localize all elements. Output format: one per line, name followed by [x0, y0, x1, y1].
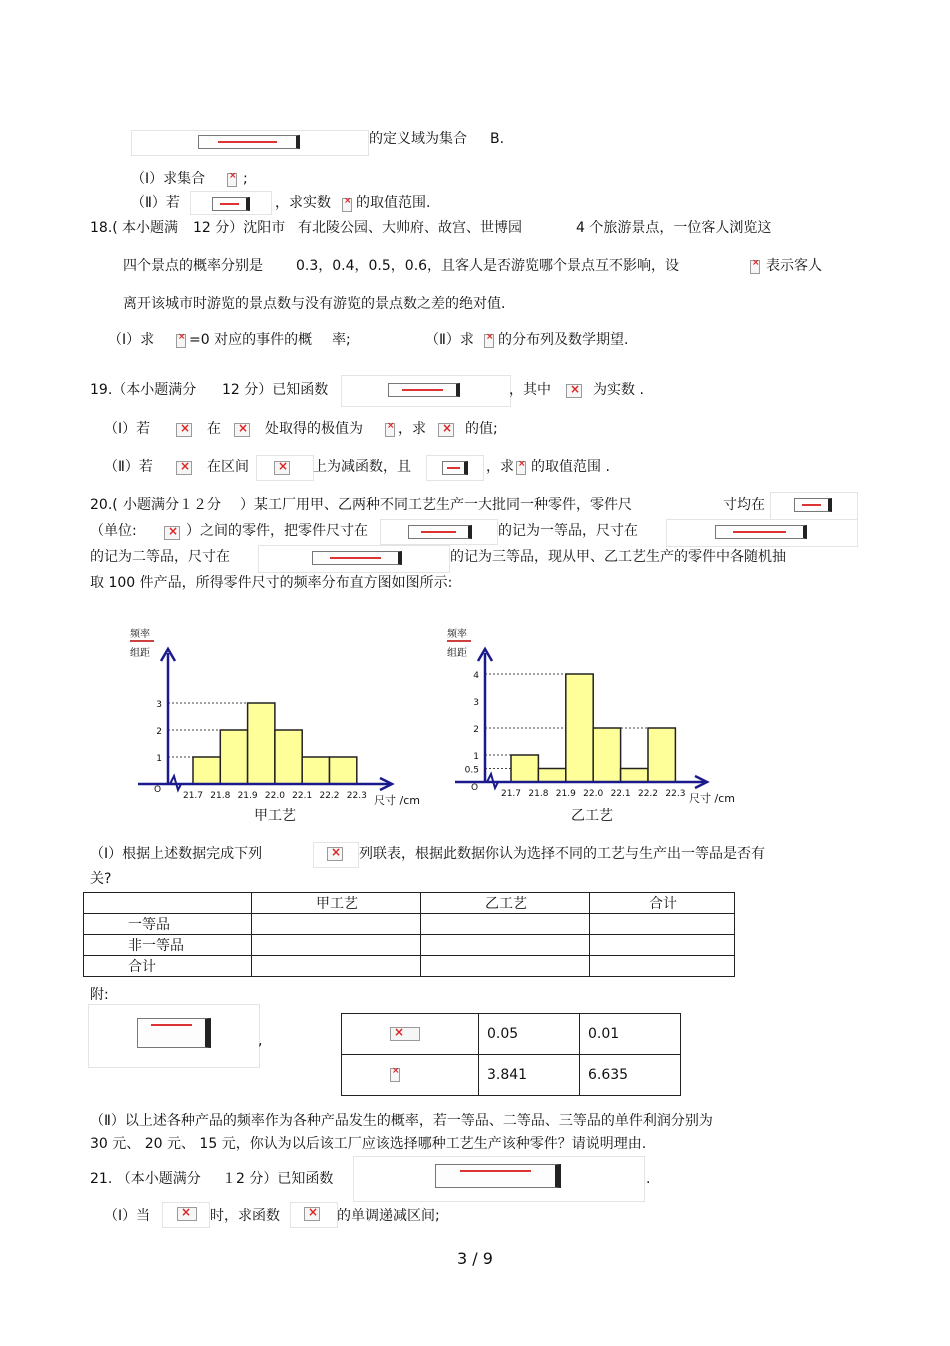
histogram-bar — [538, 769, 565, 783]
broken-image-icon — [516, 461, 526, 475]
x-tick-label: 22.0 — [583, 789, 604, 799]
broken-image-icon — [177, 1207, 197, 1221]
y-tick-label: 3 — [156, 700, 162, 710]
table-cell — [590, 935, 735, 956]
histogram-bar — [248, 703, 275, 784]
y-tick-label: 1 — [473, 752, 479, 762]
broken-image-icon — [227, 173, 237, 187]
q20-text: 小题满分１２分 — [123, 497, 221, 513]
broken-formula-image — [435, 1164, 561, 1188]
broken-image-icon — [342, 198, 352, 212]
y-tick-label: 3 — [473, 698, 479, 708]
q18-text: 有北陵公园、大帅府、故宫、世博园 — [298, 220, 522, 236]
appendix-label: 附: — [90, 987, 109, 1003]
contingency-table — [83, 892, 735, 977]
y-axis-label-bottom: 组距 — [447, 648, 467, 659]
table-cell: 0.05 — [479, 1014, 580, 1055]
q18-text: 离开该城市时游览的景点数与没有游览的景点数之差的绝对值. — [123, 296, 506, 312]
histogram-bar — [302, 757, 329, 784]
broken-image-icon — [274, 461, 290, 475]
broken-image-icon — [484, 334, 494, 348]
q19-text: 的取值范围 . — [531, 459, 610, 475]
q20-text: 寸均在 — [723, 497, 765, 513]
table-cell — [252, 935, 421, 956]
q18-text: 率; — [332, 332, 351, 348]
broken-formula-image — [212, 197, 250, 211]
x-tick-label: 22.3 — [346, 791, 367, 801]
broken-image-icon — [234, 423, 250, 437]
broken-formula-image — [312, 551, 402, 565]
q20-text: 的记为二等品，尺寸在 — [90, 549, 230, 565]
broken-formula-image — [715, 525, 807, 539]
table-header-cell: 甲工艺 — [252, 893, 421, 914]
q21-number: 21. （本小题满分 — [90, 1171, 201, 1187]
histogram-bar — [621, 769, 648, 783]
y-axis-label-top: 频率 — [447, 629, 467, 640]
table-cell — [252, 956, 421, 977]
y-tick-label: 1 — [156, 754, 162, 764]
q19-text: 为实数 . — [593, 382, 644, 398]
q17-part2-label: （Ⅱ）若 — [131, 195, 180, 211]
q21-text: . — [646, 1171, 651, 1187]
q18-text: 0.3，0.4，0.5，0.6，且客人是否游览哪个景点互不影响，设 — [296, 258, 680, 274]
q20-text: ）之间的零件，把零件尺寸在 — [186, 523, 368, 539]
q21-text: 时，求函数 — [210, 1208, 280, 1224]
x-tick-label: 22.2 — [637, 789, 659, 799]
q17-text: 的取值范围. — [356, 195, 431, 211]
broken-formula-image — [198, 135, 300, 149]
page-number: 3 / 9 — [457, 1249, 493, 1268]
histogram-bar — [220, 730, 247, 784]
q20-part1-label: （Ⅰ）根据上述数据完成下列 — [90, 846, 263, 862]
q21-part1-label: （Ⅰ）当 — [104, 1208, 151, 1224]
table-cell — [421, 914, 590, 935]
q18-text: 四个景点的概率分别是 — [123, 258, 263, 274]
q20-part2-text: 30 元、 20 元、 15 元，你认为以后该工厂应该选择哪种工艺生产该种零件？请说明理由. — [90, 1136, 647, 1152]
broken-formula-image — [442, 461, 468, 475]
broken-image-icon — [327, 847, 343, 861]
broken-formula-image — [408, 525, 472, 539]
histogram-yi — [440, 625, 750, 830]
q19-part2-label: （Ⅱ）若 — [104, 459, 153, 475]
table-row-label: 合计 — [84, 956, 252, 977]
histogram-bar — [275, 730, 302, 784]
q21-text: 的单调递减区间; — [337, 1208, 440, 1224]
y-tick-label: 0.5 — [464, 765, 479, 776]
x-tick-label: 22.2 — [319, 791, 340, 801]
table-row — [342, 1014, 681, 1055]
q19-part1-label: （Ⅰ）若 — [104, 421, 151, 437]
table-cell: 3.841 — [479, 1055, 580, 1096]
y-axis-label-top: 频率 — [130, 629, 150, 640]
histogram-jia — [125, 625, 425, 830]
origin-label: O — [154, 785, 162, 795]
broken-image-icon — [304, 1207, 320, 1221]
x-tick-label: 21.7 — [500, 789, 522, 799]
histogram-bar — [648, 728, 675, 782]
y-tick-label: 2 — [473, 725, 479, 735]
table-header-cell: 乙工艺 — [421, 893, 590, 914]
x-tick-label: 21.9 — [237, 791, 258, 801]
chart-title: 甲工艺 — [254, 808, 296, 824]
q17-text: 的定义域为集合 — [369, 131, 467, 147]
table-cell: 0.01 — [580, 1014, 681, 1055]
q19-text: 在区间 — [207, 459, 249, 475]
x-tick-label: 22.1 — [292, 791, 313, 801]
table-cell — [342, 1014, 479, 1055]
broken-image-icon — [750, 260, 760, 274]
broken-image-icon — [438, 423, 454, 437]
x-axis-label: 尺寸 /cm — [374, 794, 420, 807]
broken-image-icon — [566, 384, 582, 398]
table-header-row — [84, 893, 735, 914]
broken-image-icon — [164, 526, 180, 540]
broken-formula-image — [794, 498, 832, 512]
y-tick-label: 4 — [473, 671, 479, 681]
q17-text: B. — [490, 131, 505, 147]
x-tick-label: 22.0 — [264, 791, 285, 801]
q20-text: 取 100 件产品，所得零件尺寸的频率分布直方图如图所示: — [90, 575, 453, 591]
broken-image-icon — [176, 423, 192, 437]
q17-text: ，求实数 — [275, 195, 331, 211]
q18-text: 12 分）沈阳市 — [193, 220, 286, 236]
y-axis-label-bottom: 组距 — [130, 648, 150, 659]
x-tick-label: 21.7 — [182, 791, 204, 801]
q19-number: 19.（本小题满分 — [90, 382, 197, 398]
q18-text: 4 个旅游景点，一位客人浏览这 — [576, 220, 772, 236]
q19-text: 12 分）已知函数 — [222, 382, 329, 398]
q19-text: 的值; — [465, 421, 498, 437]
origin-label: O — [471, 783, 479, 793]
table-cell — [342, 1055, 479, 1096]
q20-part2-text: （Ⅱ）以上述各种产品的频率作为各种产品发生的概率，若一等品、二等品、三等品的单件利润分别为 — [90, 1113, 713, 1129]
histogram-bar — [511, 755, 538, 782]
x-tick-label: 21.8 — [528, 789, 549, 799]
table-cell — [84, 893, 252, 914]
q19-text: ，求 — [398, 421, 426, 437]
table-row-label: 非一等品 — [84, 935, 252, 956]
table-cell — [421, 956, 590, 977]
table-row — [84, 956, 735, 977]
table-cell — [590, 956, 735, 977]
x-tick-label: 21.8 — [210, 791, 231, 801]
q19-text: 处取得的极值为 — [265, 421, 363, 437]
x-tick-label: 22.1 — [610, 789, 631, 799]
x-axis-label: 尺寸 /cm — [689, 792, 735, 805]
table-cell: 6.635 — [580, 1055, 681, 1096]
chart-title: 乙工艺 — [571, 808, 613, 824]
q18-text: =0 对应的事件的概 — [189, 332, 313, 348]
q19-text: 上为减函数，且 — [313, 459, 411, 475]
broken-image-icon — [385, 423, 395, 437]
histogram-bar — [566, 674, 593, 782]
broken-formula-image — [388, 383, 460, 397]
q18-text: 的分布列及数学期望. — [498, 332, 629, 348]
table-cell — [252, 914, 421, 935]
y-tick-label: 2 — [156, 727, 162, 737]
q17-text: ; — [243, 171, 248, 187]
table-row-label: 一等品 — [84, 914, 252, 935]
q20-text: 列联表，根据此数据你认为选择不同的工艺与生产出一等品是否有 — [359, 846, 765, 862]
critical-value-table — [341, 1013, 681, 1096]
table-row — [84, 914, 735, 935]
q20-number: 20.( — [90, 497, 118, 513]
table-row — [84, 935, 735, 956]
table-header-cell: 合计 — [590, 893, 735, 914]
broken-formula-image — [137, 1018, 211, 1048]
broken-image-icon — [390, 1068, 400, 1082]
q18-number: 18.( — [90, 220, 118, 236]
q18-text: 表示客人 — [766, 258, 822, 274]
appendix-comma: , — [258, 1033, 263, 1049]
table-cell — [590, 914, 735, 935]
broken-image-icon — [176, 334, 186, 348]
histogram-bar — [330, 757, 357, 784]
q20-text: （单位: — [90, 523, 137, 539]
histogram-bar — [593, 728, 620, 782]
x-tick-label: 22.3 — [665, 789, 686, 799]
table-row — [342, 1055, 681, 1096]
q18-part2-label: （Ⅱ）求 — [425, 332, 474, 348]
q19-text: ，求 — [486, 459, 514, 475]
x-tick-label: 21.9 — [555, 789, 576, 799]
table-cell — [421, 935, 590, 956]
histogram-bar — [193, 757, 220, 784]
q17-part1-label: （Ⅰ）求集合 — [131, 171, 206, 187]
q20-text: 的记为一等品，尺寸在 — [498, 523, 638, 539]
q20-text: 关? — [90, 871, 112, 887]
q20-text: 的记为三等品，现从甲、乙工艺生产的零件中各随机抽 — [450, 549, 786, 565]
broken-image-icon — [390, 1027, 420, 1041]
q20-text: ）某工厂用甲、乙两种不同工艺生产一大批同一种零件，零件尺 — [240, 497, 632, 513]
q19-text: ，其中 — [509, 382, 551, 398]
q18-part1-label: （Ⅰ）求 — [108, 332, 155, 348]
q21-text: １2 分）已知函数 — [222, 1171, 334, 1187]
q19-text: 在 — [207, 421, 221, 437]
q18-text: 本小题满 — [122, 220, 178, 236]
broken-image-icon — [176, 461, 192, 475]
